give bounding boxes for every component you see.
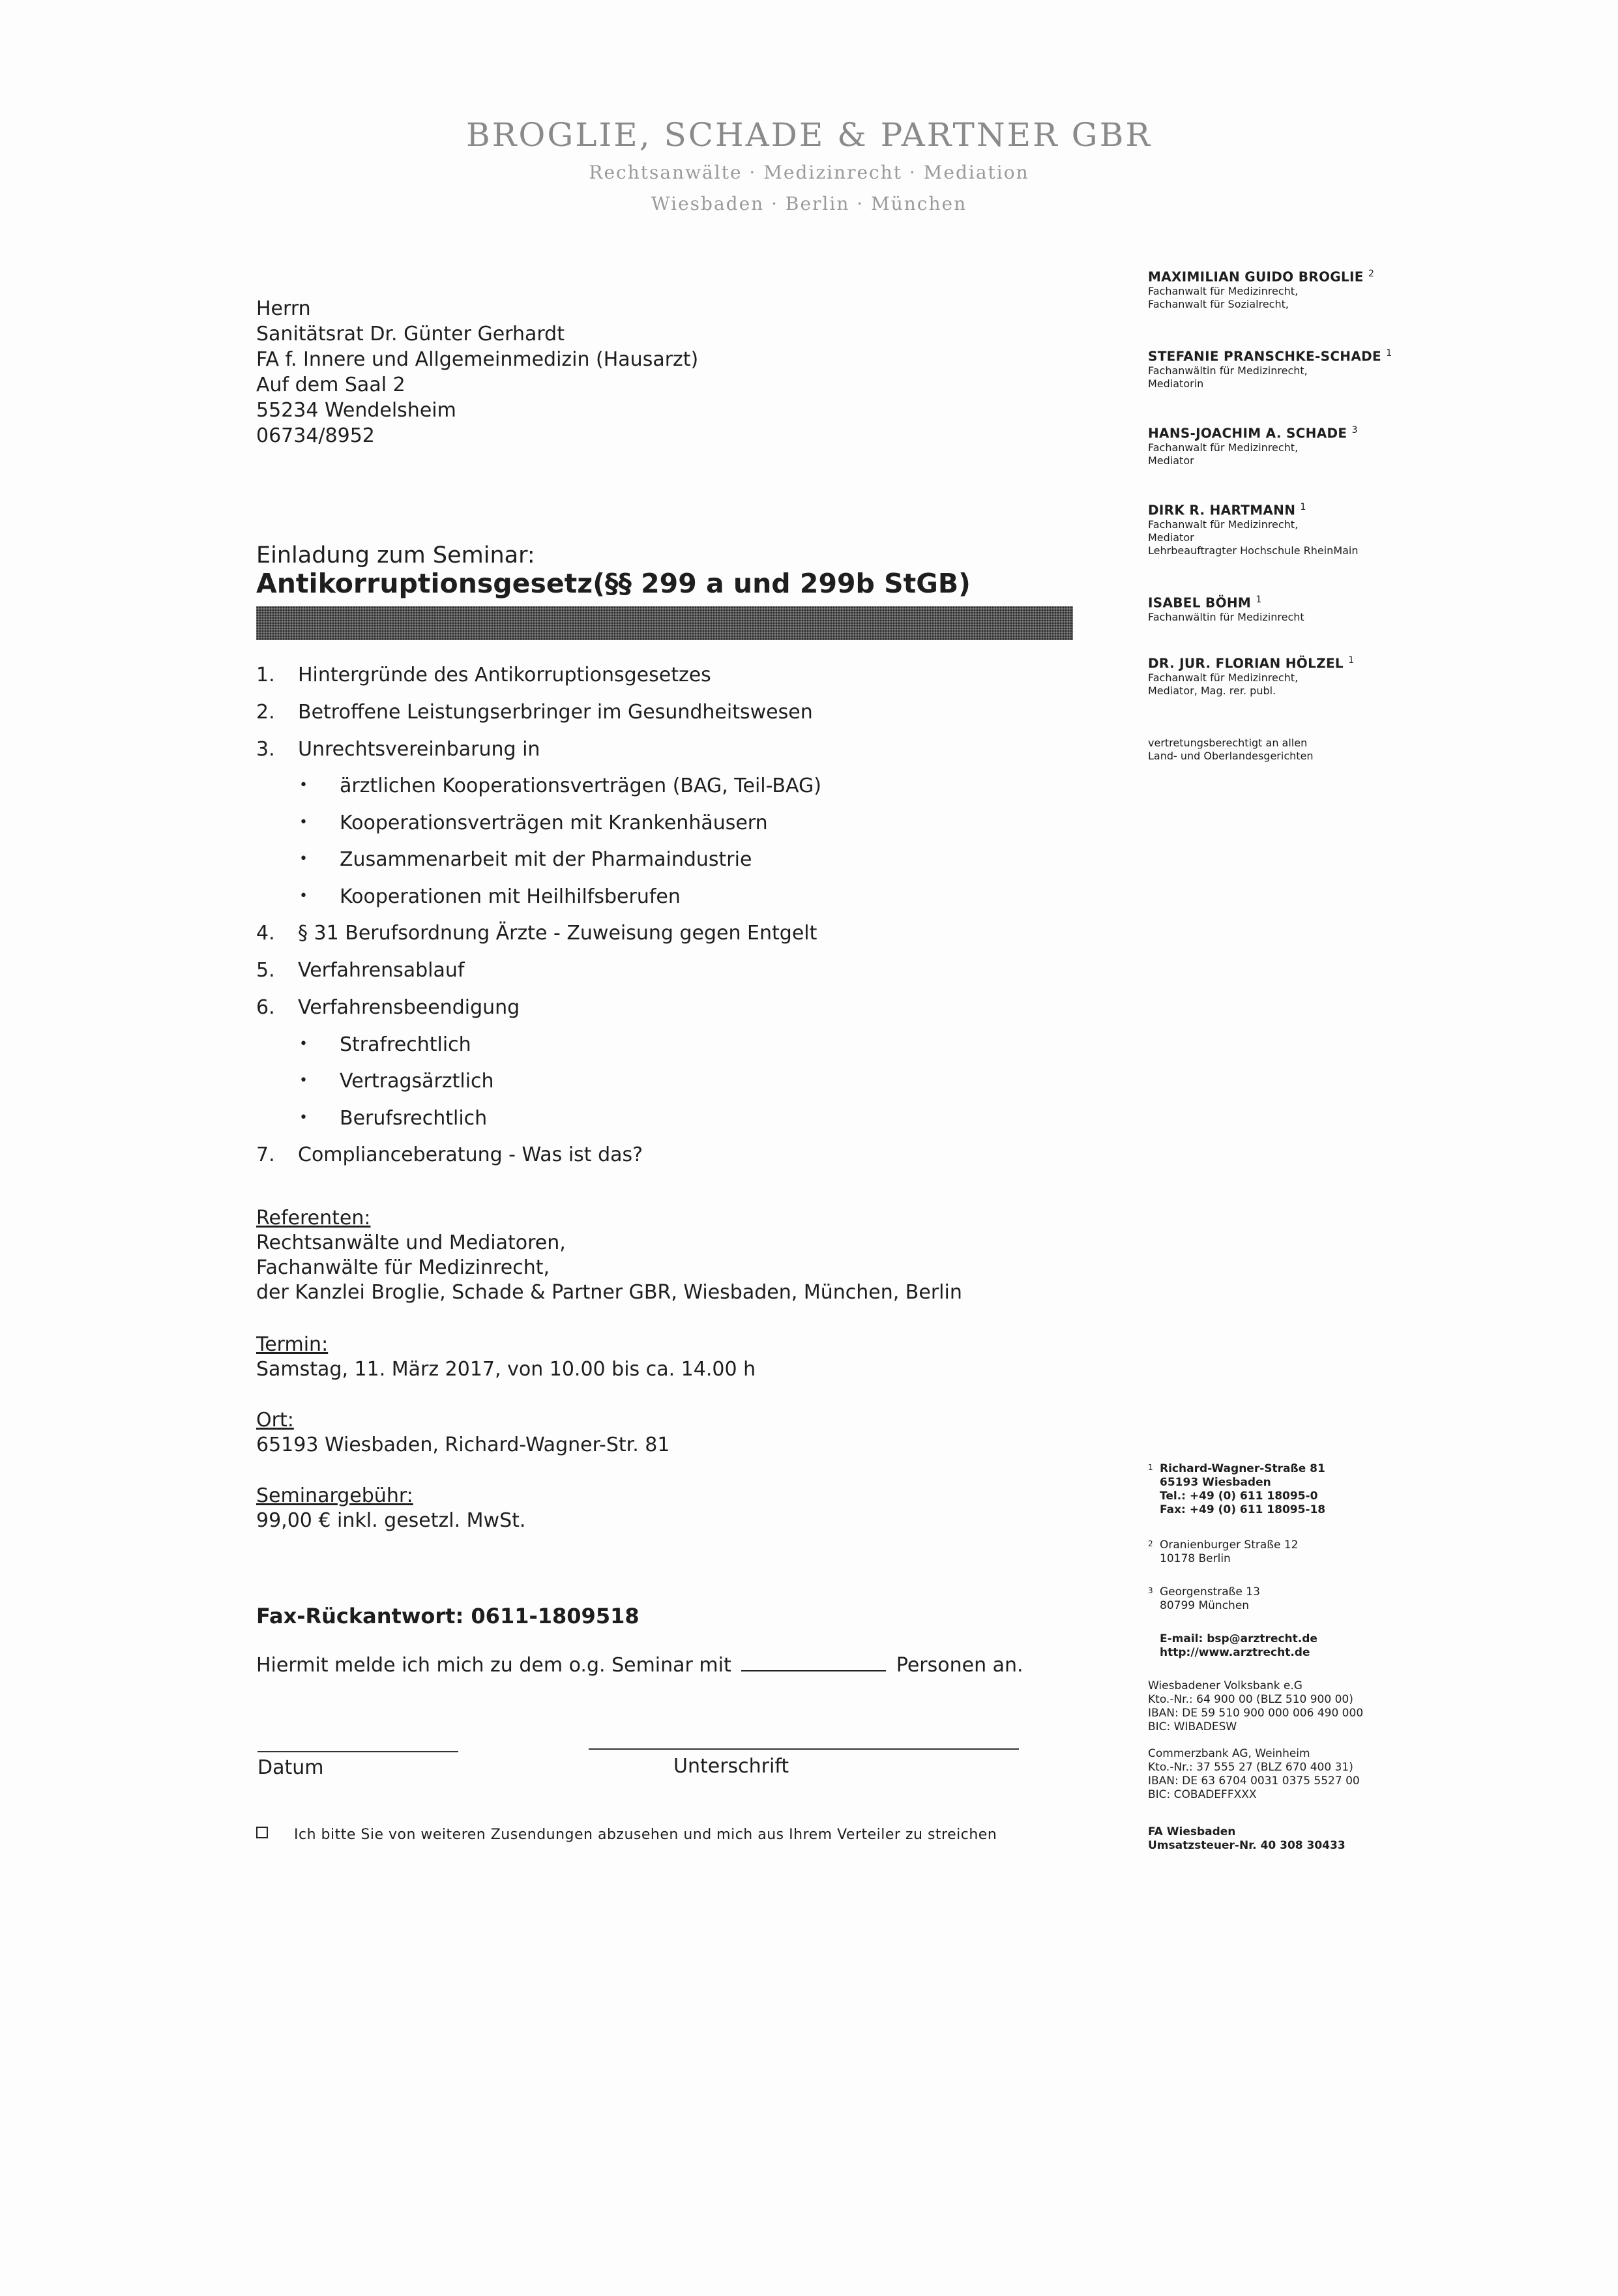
date-line[interactable] [257,1751,458,1752]
agenda-number: 4. [256,922,275,945]
agenda-text: Betroffene Leistungserbringer im Gesundheitswesen [298,701,813,724]
agenda-subtext: Strafrechtlich [340,1033,471,1056]
partner-footnote: 1 [1256,595,1262,605]
agenda-number: 2. [256,701,275,724]
bullet-icon: • [299,1110,308,1126]
agenda-text: Hintergründe des Antikorruptionsgesetzes [298,664,711,686]
date-label: Datum [257,1756,324,1779]
agenda-number: 1. [256,664,275,686]
partner-name: DIRK R. HARTMANN [1148,502,1296,518]
tax-block [1148,1825,1346,1853]
agenda-number: 7. [256,1143,275,1166]
office-muenchen: 3 Georgenstraße 13 80799 München [1148,1585,1260,1612]
registration-text: Hiermit melde ich mich zu dem o.g. Seminar mit [256,1654,731,1677]
termin-section [256,1332,756,1382]
persons-count-field[interactable] [741,1653,886,1671]
partner-name: HANS-JOACHIM A. SCHADE [1148,425,1347,441]
bullet-icon: • [299,888,308,904]
partner-footnote: 2 [1368,269,1375,279]
agenda-text: Verfahrensablauf [298,959,465,982]
agenda-subtext: Kooperationsverträgen mit Krankenhäusern [340,812,768,834]
signature-line[interactable] [589,1748,1019,1750]
bank-commerzbank: Commerzbank AG, Weinheim Kto.-Nr.: 37 555 27 (BLZ 670 400 31) IBAN: DE 63 6704 0031 0375 5527 00 BIC: COBADEFFXXX [1148,1747,1360,1801]
partner-name: STEFANIE PRANSCHKE-SCHADE [1148,348,1381,364]
optout-checkbox[interactable] [256,1827,268,1838]
partner-footnote: 1 [1348,655,1355,666]
partner-title: Mediator, Mag. rer. publ. [1148,684,1276,697]
recipient-line: 55234 Wendelsheim [256,399,456,422]
partner-title: Mediator [1148,531,1194,544]
referenten-line: Fachanwälte für Medizinrecht, [256,1256,550,1279]
bullet-icon: • [299,814,308,831]
registration-suffix: Personen an. [896,1654,1023,1677]
optout-line [256,1827,997,1843]
partner-title: Mediatorin [1148,377,1204,390]
termin-value: Samstag, 11. März 2017, von 10.00 bis ca. 14.00 h [256,1358,756,1381]
bank-volksbank: Wiesbadener Volksbank e.G Kto.-Nr.: 64 900 00 (BLZ 510 900 00) IBAN: DE 59 510 900 000 006 490 000 BIC: WIBADESW [1148,1679,1364,1733]
admission-note: vertretungsberechtigt an allen Land- und Oberlandesgerichten [1148,737,1314,762]
tax-office: FA Wiesbaden [1148,1825,1236,1838]
recipient-line: FA f. Innere und Allgemeinmedizin (Hausarzt) [256,348,699,371]
ort-value: 65193 Wiesbaden, Richard-Wagner-Str. 81 [256,1434,670,1456]
partner-footnote: 3 [1351,425,1358,435]
office-wiesbaden: 1 Richard-Wagner-Straße 81 65193 Wiesbaden Tel.: +49 (0) 611 18095-0 Fax: +49 (0) 611 18095-18 [1148,1462,1326,1516]
ort-label: Ort: [256,1409,294,1432]
agenda-text: § 31 Berufsordnung Ärzte - Zuweisung gegen Entgelt [298,922,817,945]
referenten-line: Rechtsanwälte und Mediatoren, [256,1231,566,1254]
agenda-number: 3. [256,738,275,761]
bullet-icon: • [299,1072,308,1089]
partner-footnote: 1 [1300,502,1306,512]
firm-subtitle: Rechtsanwälte · Medizinrecht · Mediation [589,162,1029,183]
invitation-label: Einladung zum Seminar: [256,542,535,568]
partner-title: Fachanwalt für Medizinrecht, [1148,284,1299,297]
agenda-text: Unrechtsvereinbarung in [298,738,540,761]
email-link[interactable]: E-mail: bsp@arztrecht.de [1160,1632,1317,1645]
partner-entry [1148,502,1359,557]
agenda-subtext: Vertragsärztlich [340,1070,494,1093]
contact-block [1148,1632,1317,1660]
registration-line [256,1653,1023,1677]
partner-title: Fachanwalt für Sozialrecht, [1148,297,1289,310]
referenten-label: Referenten: [256,1207,371,1229]
partner-title: Fachanwältin für Medizinrecht, [1148,364,1308,377]
referenten-line: der Kanzlei Broglie, Schade & Partner GBR, Wiesbaden, München, Berlin [256,1281,962,1304]
footnote-marker: 2 [1148,1539,1153,1548]
recipient-line: Sanitätsrat Dr. Günter Gerhardt [256,323,565,346]
termin-label: Termin: [256,1333,329,1356]
agenda-text: Complianceberatung - Was ist das? [298,1143,643,1166]
agenda-text: Verfahrensbeendigung [298,996,520,1019]
footnote-marker: 1 [1148,1463,1153,1472]
signature-label: Unterschrift [673,1755,789,1778]
recipient-address [256,296,698,449]
partner-entry [1148,655,1354,698]
partner-title: Fachanwalt für Medizinrecht, [1148,671,1299,684]
partner-name: ISABEL BÖHM [1148,595,1252,611]
partner-name: DR. JUR. FLORIAN HÖLZEL [1148,655,1344,671]
website-link[interactable]: http://www.arztrecht.de [1160,1646,1310,1659]
agenda-number: 6. [256,996,275,1019]
firm-locations: Wiesbaden · Berlin · München [651,193,967,214]
recipient-line: Auf dem Saal 2 [256,374,405,396]
partner-title: Mediator [1148,454,1194,467]
agenda-number: 5. [256,959,275,982]
gebuehr-label: Seminargebühr: [256,1484,413,1507]
partner-entry [1148,269,1374,311]
office-berlin: 2 Oranienburger Straße 12 10178 Berlin [1148,1538,1299,1565]
partner-entry [1148,595,1304,624]
title-divider-bar [256,606,1073,640]
partner-title: Fachanwalt für Medizinrecht, [1148,518,1299,531]
agenda-subtext: Berufsrechtlich [340,1107,488,1130]
agenda-subtext: ärztlichen Kooperationsverträgen (BAG, Teil-BAG) [340,774,821,797]
firm-name: BROGLIE, SCHADE & PARTNER GBR [465,116,1153,154]
ort-section [256,1408,669,1458]
gebuehr-section [256,1484,525,1533]
recipient-line: Herrn [256,297,311,320]
partner-title: Fachanwältin für Medizinrecht [1148,610,1304,623]
footnote-marker: 3 [1148,1586,1153,1595]
recipient-line: 06734/8952 [256,424,375,447]
partner-entry [1148,348,1392,390]
gebuehr-value: 99,00 € inkl. gesetzl. MwSt. [256,1509,526,1532]
bullet-icon: • [299,851,308,867]
bullet-icon: • [299,1036,308,1052]
referenten-section [256,1206,962,1305]
partner-footnote: 1 [1386,348,1392,359]
partner-name: MAXIMILIAN GUIDO BROGLIE [1148,269,1364,285]
partner-title: Fachanwalt für Medizinrecht, [1148,441,1299,454]
fax-reply-number: Fax-Rückantwort: 0611-1809518 [256,1604,640,1628]
tax-number: Umsatzsteuer-Nr. 40 308 30433 [1148,1839,1346,1852]
optout-text: Ich bitte Sie von weiteren Zusendungen abzusehen und mich aus Ihrem Verteiler zu streichen [294,1827,997,1843]
partner-entry [1148,425,1358,467]
agenda-subtext: Zusammenarbeit mit der Pharmaindustrie [340,848,752,871]
agenda-subtext: Kooperationen mit Heilhilfsberufen [340,885,681,908]
seminar-title: Antikorruptionsgesetz(§§ 299 a und 299b StGB) [256,568,971,599]
bullet-icon: • [299,777,308,793]
partner-title: Lehrbeauftragter Hochschule RheinMain [1148,544,1359,557]
